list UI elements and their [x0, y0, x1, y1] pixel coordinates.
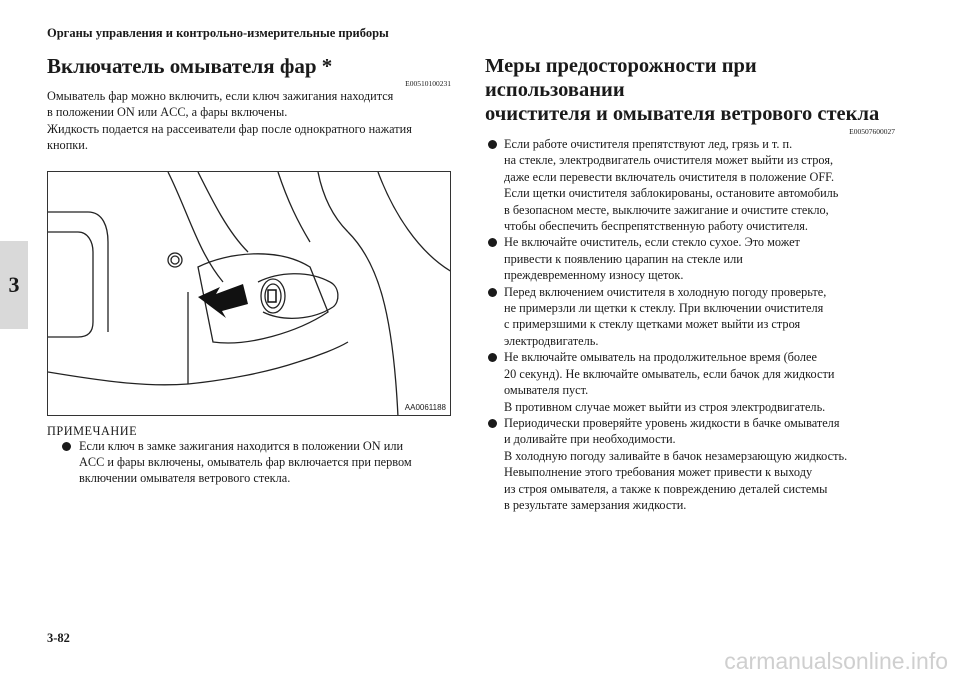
note-list	[47, 438, 451, 487]
dashboard-illustration	[48, 172, 451, 416]
bullet-icon	[488, 419, 497, 428]
list-item	[485, 415, 895, 513]
bullet-icon	[488, 140, 497, 149]
title-line-2: очистителя и омывателя ветрового стекла	[485, 103, 880, 125]
section-title-headlamp-washer: Включатель омывателя фар *	[47, 54, 333, 78]
list-item-text: Не включайте очиститель, если стекло сухое. Это может привести к появлению царапин на стекле или преждевременному износу щеток.	[504, 235, 800, 283]
list-item-text: Не включайте омыватель на продолжительное время (более 20 секунд). Не включайте омыватель, если бачок для жидкости омывателя пуст. В противном случае может выйти из строя электродвигатель.	[504, 350, 835, 414]
note-item-text: Если ключ в замке зажигания находится в положении ON или ACC и фары включены, омыватель фар включается при первом включении омывателя ветрового стекла.	[79, 438, 412, 486]
precautions-list	[485, 136, 895, 513]
watermark: carmanualsonline.info	[724, 648, 948, 674]
section-paragraph: Омыватель фар можно включить, если ключ зажигания находится в положении ON или ACC, а фары включены. Жидкость подается на рассеиватели фар после однократного нажатия кнопки.	[47, 89, 412, 153]
list-item-text: Если работе очистителя препятствуют лед, грязь и т. п. на стекле, электродвигатель очистителя может выйти из строя, даже если перевести включатель очистителя в положение OFF. Если щетки очистителя заблокированы, остановите автомобиль в безопасном месте, выключите зажигание и очистите стекло, чтобы обеспечить беспрепятственную работу очистителя.	[504, 137, 839, 234]
section-title-precautions	[485, 54, 895, 126]
figure-code-label: AA0061188	[404, 402, 446, 412]
washer-switch-figure	[47, 171, 451, 416]
push-arrow	[198, 284, 248, 318]
right-column	[485, 54, 895, 513]
bullet-icon	[488, 238, 497, 247]
running-header: Органы управления и контрольно-измерительные приборы	[47, 26, 389, 40]
bullet-icon	[488, 353, 497, 362]
list-item	[485, 284, 895, 350]
section-code: E00510100231	[405, 79, 451, 88]
note-title: ПРИМЕЧАНИЕ	[47, 423, 138, 438]
chapter-number: 3	[8, 272, 20, 297]
list-item-text: Периодически проверяйте уровень жидкости в бачке омывателя и доливайте при необходимости. В холодную погоду заливайте в бачок незамерзающую жидкость. Невыполнение этого требования может привести к выходу из строя омывателя, а также к повреждению деталей системы в результате замерзания жидкости.	[504, 415, 848, 512]
title-line-1: Меры предосторожности при использовании	[485, 55, 757, 101]
section-code: E00507600027	[849, 127, 895, 136]
left-column	[47, 54, 451, 487]
list-item	[485, 136, 895, 234]
chapter-tab	[0, 241, 28, 329]
list-item	[485, 349, 895, 415]
note-item	[47, 438, 451, 487]
list-item-text: Перед включением очистителя в холодную погоду проверьте, не примерзли ли щетки к стеклу. При включении очистителя с примерзшими к стеклу щетками может выйти из строя электродвигатель.	[504, 284, 827, 348]
page-number: 3-82	[47, 631, 70, 645]
bullet-icon	[488, 288, 497, 297]
bullet-icon	[62, 442, 71, 451]
list-item	[485, 234, 895, 283]
